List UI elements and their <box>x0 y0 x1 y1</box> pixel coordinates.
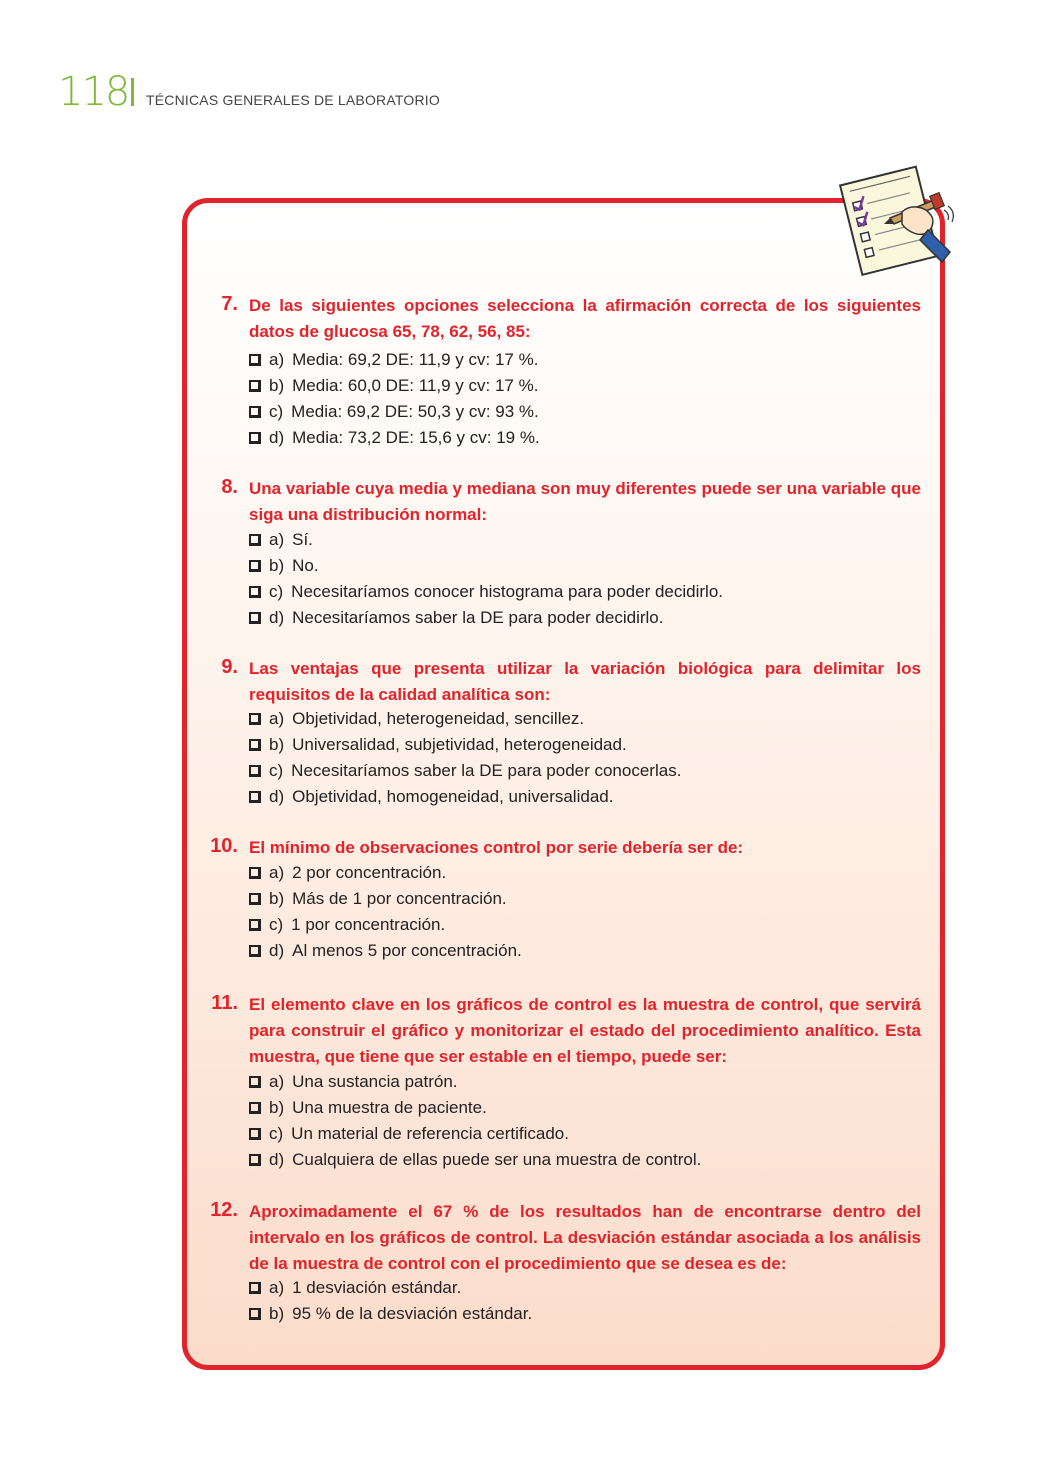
option-letter: d) <box>269 941 285 960</box>
checkbox-icon[interactable] <box>249 1076 261 1088</box>
option-text: Objetividad, homogeneidad, universalidad. <box>292 787 614 806</box>
checkbox-icon[interactable] <box>249 893 261 905</box>
option-letter: b) <box>269 1098 285 1117</box>
option-c[interactable] <box>249 758 681 784</box>
checkbox-icon[interactable] <box>249 867 261 879</box>
option-text: Media: 69,2 DE: 50,3 y cv: 93 %. <box>291 402 539 421</box>
option-text: 1 por concentración. <box>291 915 446 934</box>
option-letter: b) <box>269 735 285 754</box>
checkbox-icon[interactable] <box>249 765 261 777</box>
question-number: 7. <box>221 293 238 315</box>
option-b[interactable] <box>249 732 627 758</box>
option-letter: c) <box>269 402 284 421</box>
option-letter: c) <box>269 1124 284 1143</box>
option-b[interactable] <box>249 553 319 579</box>
option-a[interactable] <box>249 527 313 553</box>
option-text: No. <box>292 556 319 575</box>
checkbox-icon[interactable] <box>249 380 261 392</box>
option-b[interactable] <box>249 1301 532 1327</box>
option-letter: d) <box>269 1150 285 1169</box>
checkbox-icon[interactable] <box>249 432 261 444</box>
option-text: Más de 1 por concentración. <box>292 889 507 908</box>
option-letter: c) <box>269 582 284 601</box>
question-text: El elemento clave en los gráficos de control es la muestra de control, que servirá para construir el gráfico y monitorizar el estado del procedimiento analítico. Esta muestra, que tiene que ser estable en el tiempo, puede ser: <box>249 995 921 1066</box>
option-letter: b) <box>269 1304 285 1323</box>
option-text: 1 desviación estándar. <box>292 1278 462 1297</box>
checkbox-icon[interactable] <box>249 534 261 546</box>
option-letter: a) <box>269 709 285 728</box>
option-d[interactable] <box>249 1147 701 1173</box>
question-text: Aproximadamente el 67 % de los resultados han de encontrarse dentro del intervalo en los gráficos de control. La desviación estándar asociada a los análisis de la muestra de control con el procedimiento que se desea es de: <box>249 1202 921 1273</box>
chapter-title: TÉCNICAS GENERALES DE LABORATORIO <box>146 92 440 108</box>
option-text: Sí. <box>292 530 313 549</box>
checkbox-icon[interactable] <box>249 354 261 366</box>
checkbox-icon[interactable] <box>249 1308 261 1320</box>
option-letter: c) <box>269 915 284 934</box>
option-letter: d) <box>269 428 285 447</box>
option-text: 95 % de la desviación estándar. <box>292 1304 533 1323</box>
option-text: Necesitaríamos conocer histograma para poder decidirlo. <box>291 582 723 601</box>
checklist-pencil-icon <box>832 160 962 280</box>
option-text: Al menos 5 por concentración. <box>292 941 522 960</box>
checkbox-icon[interactable] <box>249 560 261 572</box>
question-number: 12. <box>210 1199 238 1221</box>
option-letter: b) <box>269 889 285 908</box>
option-a[interactable] <box>249 1069 458 1095</box>
option-letter: d) <box>269 608 285 627</box>
option-a[interactable] <box>249 706 584 732</box>
option-letter: a) <box>269 1278 285 1297</box>
header-divider <box>131 78 134 106</box>
checkbox-icon[interactable] <box>249 1128 261 1140</box>
checkbox-icon[interactable] <box>249 919 261 931</box>
option-text: 2 por concentración. <box>292 863 447 882</box>
question-number: 8. <box>221 476 238 498</box>
checkbox-icon[interactable] <box>249 713 261 725</box>
checkbox-icon[interactable] <box>249 739 261 751</box>
option-b[interactable] <box>249 373 538 399</box>
checkbox-icon[interactable] <box>249 945 261 957</box>
option-letter: a) <box>269 1072 285 1091</box>
option-c[interactable] <box>249 1121 569 1147</box>
checkbox-icon[interactable] <box>249 406 261 418</box>
checkbox-icon[interactable] <box>249 791 261 803</box>
option-letter: d) <box>269 787 285 806</box>
checkbox-icon[interactable] <box>249 612 261 624</box>
option-text: Cualquiera de ellas puede ser una muestra de control. <box>292 1150 702 1169</box>
question-number: 10. <box>210 835 238 857</box>
option-text: Media: 60,0 DE: 11,9 y cv: 17 %. <box>292 376 539 395</box>
option-d[interactable] <box>249 605 663 631</box>
checkbox-icon[interactable] <box>249 586 261 598</box>
option-text: Objetividad, heterogeneidad, sencillez. <box>292 709 585 728</box>
option-text: Una muestra de paciente. <box>292 1098 487 1117</box>
question-text: Las ventajas que presenta utilizar la variación biológica para delimitar los requisitos de la calidad analítica son: <box>249 659 921 704</box>
option-d[interactable] <box>249 938 522 964</box>
question-number: 9. <box>221 656 238 678</box>
page-number: 118 <box>58 69 129 115</box>
question-number: 11. <box>211 992 238 1014</box>
option-d[interactable] <box>249 425 540 451</box>
option-text: Necesitaríamos saber la DE para poder decidirlo. <box>292 608 664 627</box>
option-text: Media: 73,2 DE: 15,6 y cv: 19 %. <box>292 428 540 447</box>
checkbox-icon[interactable] <box>249 1282 261 1294</box>
option-a[interactable] <box>249 347 538 373</box>
checkbox-icon[interactable] <box>249 1102 261 1114</box>
option-c[interactable] <box>249 912 445 938</box>
option-letter: a) <box>269 350 285 369</box>
option-text: Media: 69,2 DE: 11,9 y cv: 17 %. <box>292 350 539 369</box>
option-b[interactable] <box>249 1095 487 1121</box>
checkbox-icon[interactable] <box>249 1154 261 1166</box>
option-a[interactable] <box>249 860 446 886</box>
option-letter: a) <box>269 530 285 549</box>
question-text: De las siguientes opciones selecciona la afirmación correcta de los siguientes datos de glucosa 65, 78, 62, 56, 85: <box>249 296 921 341</box>
option-text: Universalidad, subjetividad, heterogeneidad. <box>292 735 627 754</box>
option-text: Necesitaríamos saber la DE para poder conocerlas. <box>291 761 682 780</box>
option-letter: b) <box>269 376 285 395</box>
option-b[interactable] <box>249 886 507 912</box>
option-d[interactable] <box>249 784 613 810</box>
option-c[interactable] <box>249 579 723 605</box>
question-text: Una variable cuya media y mediana son muy diferentes puede ser una variable que siga una distribución normal: <box>249 479 921 524</box>
option-letter: c) <box>269 761 284 780</box>
option-letter: b) <box>269 556 285 575</box>
option-text: Un material de referencia certificado. <box>291 1124 569 1143</box>
option-a[interactable] <box>249 1275 461 1301</box>
option-c[interactable] <box>249 399 539 425</box>
option-letter: a) <box>269 863 285 882</box>
option-text: Una sustancia patrón. <box>292 1072 458 1091</box>
question-text: El mínimo de observaciones control por serie debería ser de: <box>249 838 744 857</box>
